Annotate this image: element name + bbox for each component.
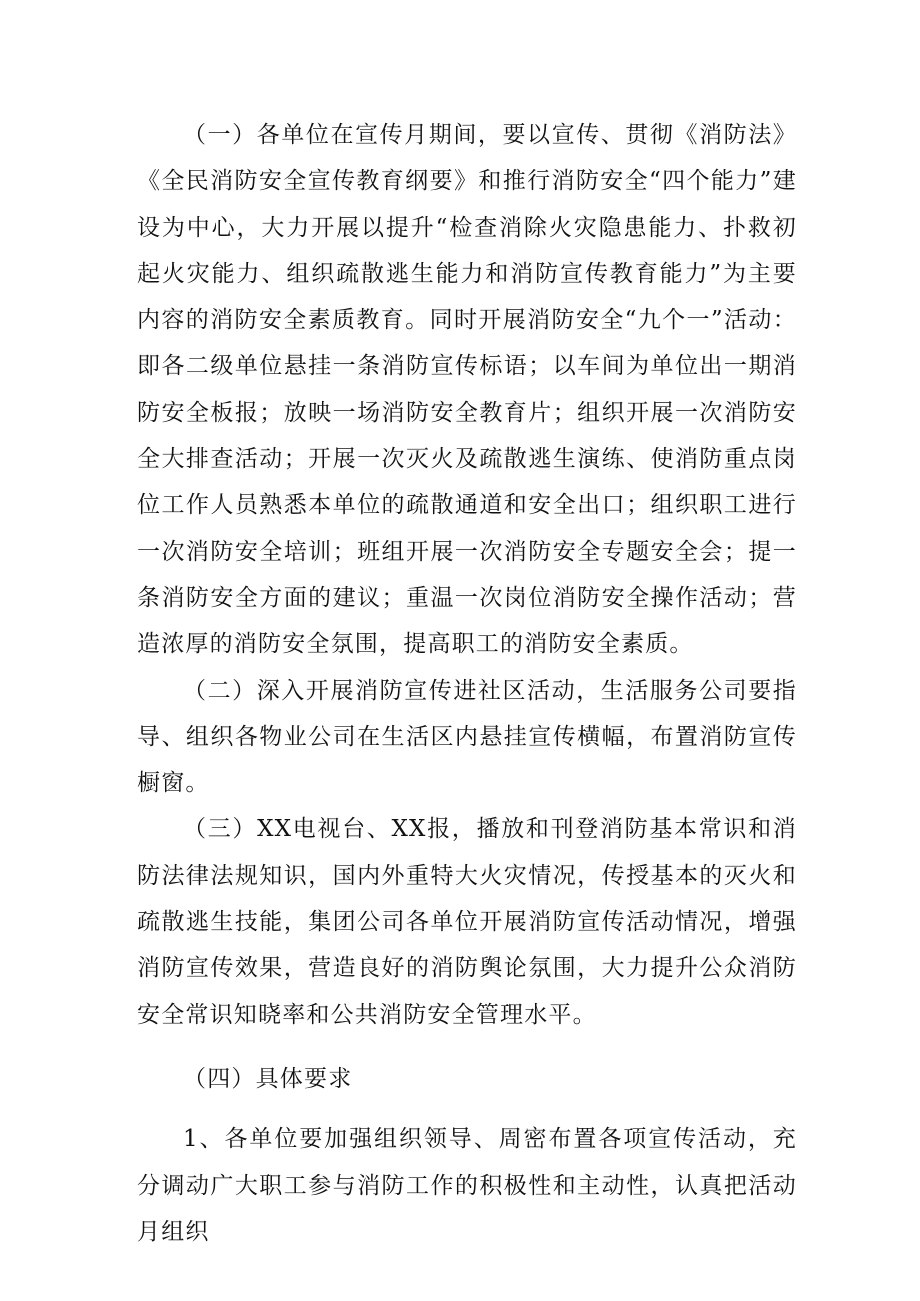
heading-section-4: （四）具体要求	[183, 1065, 353, 1092]
paragraph-section-3: （三）XX电视台、XX报，播放和刊登消防基本常识和消防法律法规知识，国内外重特大火灾情况，传授基本的灭火和疏散逃生技能，集团公司各单位开展消防宣传活动情况，增强消防宣传效果，营造良好的消防舆论氛围，大力提升公众消防安全常识知晓率和公共消防安全管理水平。	[137, 816, 797, 1028]
paragraph-section-1: （一）各单位在宣传月期间，要以宣传、贯彻《消防法》《全民消防安全宣传教育纲要》和推行消防安全“四个能力”建设为中心，大力开展以提升“检查消除火灾隐患能力、扑救初起火灾能力、组织疏散逃生能力和消防宣传教育能力”为主要内容的消防安全素质教育。同时开展消防安全“九个一”活动：即各二级单位悬挂一条消防宣传标语；以车间为单位出一期消防安全板报；放映一场消防安全教育片；组织开展一次消防安全大排查活动；开展一次灭火及疏散逃生演练、使消防重点岗位工作人员熟悉本单位的疏散通道和安全出口；组织职工进行一次消防安全培训；班组开展一次消防安全专题安全会；提一条消防安全方面的建议；重温一次岗位消防安全操作活动；营造浓厚的消防安全氛围，提高职工的消防安全素质。	[137, 122, 797, 658]
paragraph-requirement-1: 1、各单位要加强组织领导、周密布置各项宣传活动，充分调动广大职工参与消防工作的积极性和主动性，认真把活动月组织	[137, 1126, 797, 1245]
paragraph-section-2: （二）深入开展消防宣传进社区活动，生活服务公司要指导、组织各物业公司在生活区内悬挂宣传横幅，布置消防宣传橱窗。	[137, 677, 797, 797]
document-body	[137, 112, 797, 1255]
